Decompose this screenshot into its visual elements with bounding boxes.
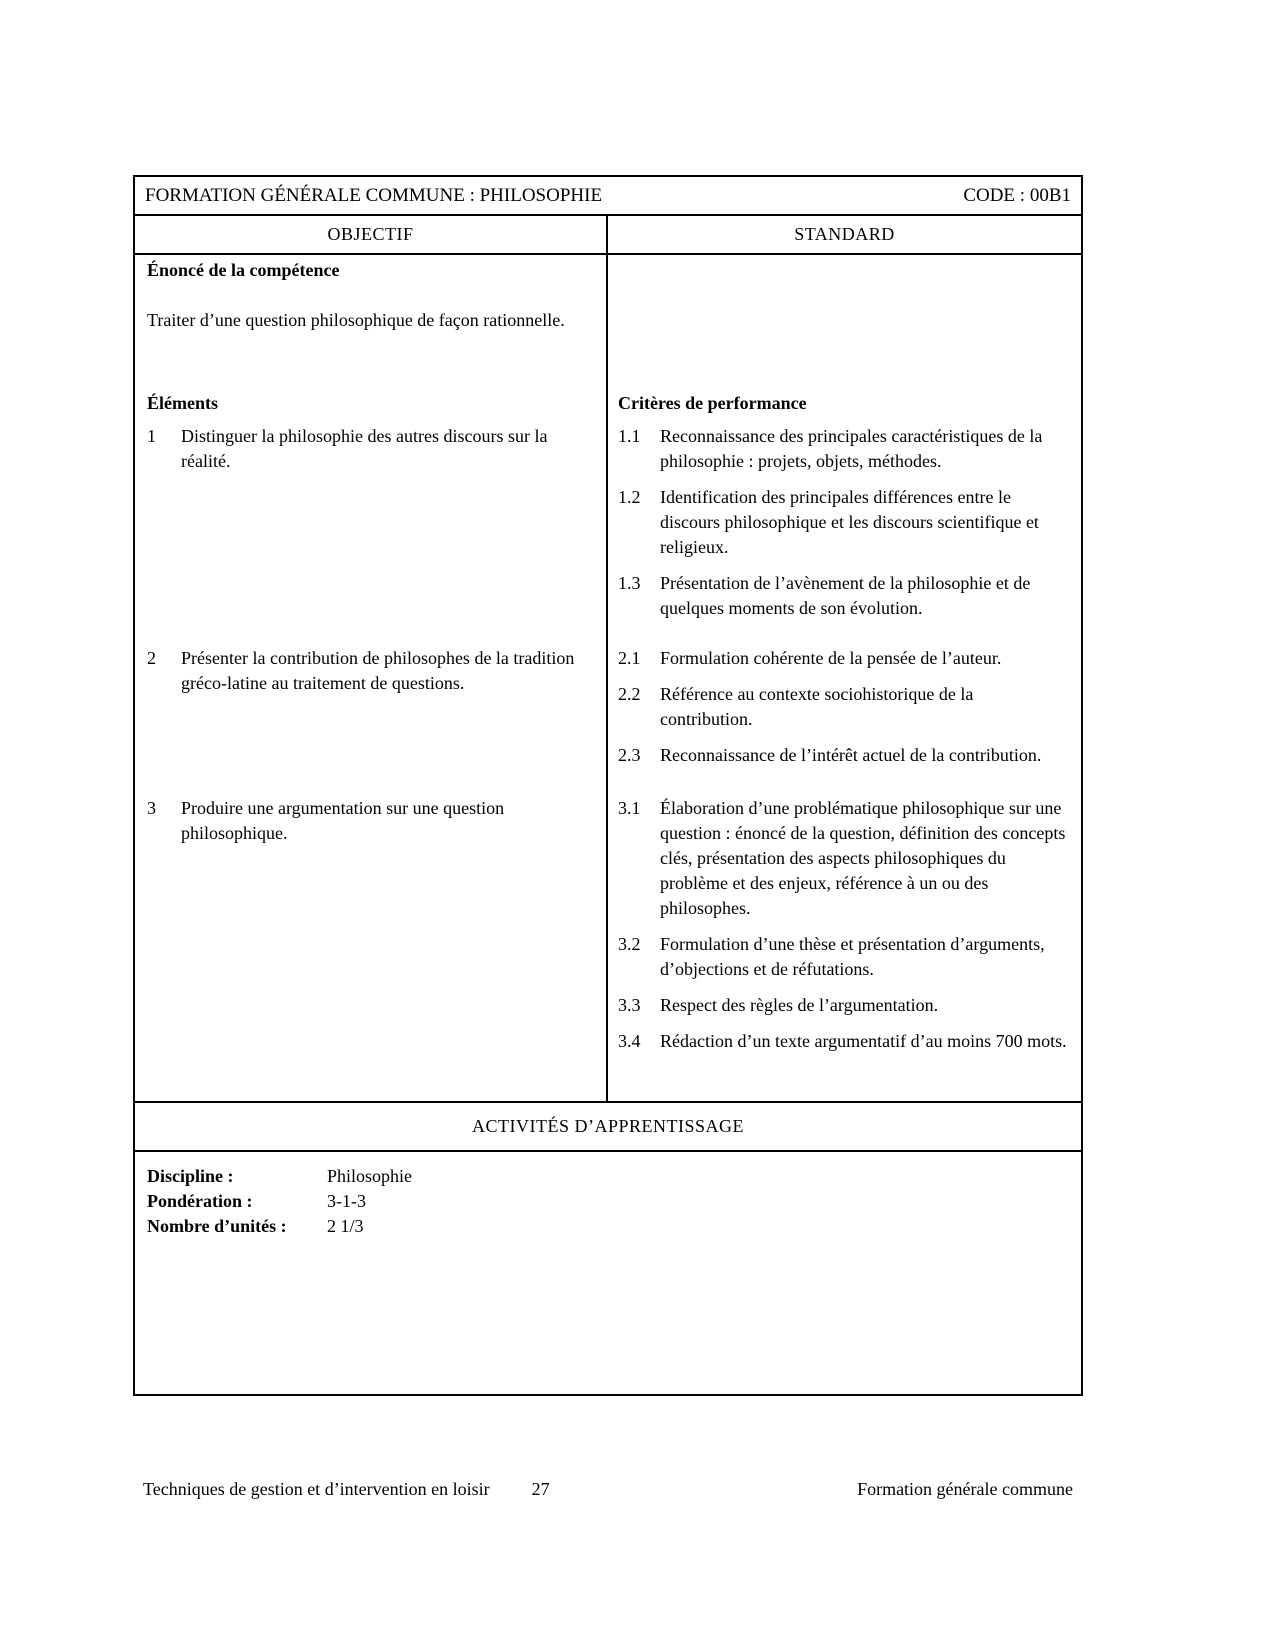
criteria-group-1-cell [608,421,1081,643]
elements-heading: Éléments [147,393,218,413]
criteria-group-2-cell [608,643,1081,793]
detail-unites [147,1214,1069,1239]
criterion-text: Référence au contexte sociohistorique de la contribution. [660,684,974,729]
page-footer [133,1477,1083,1502]
element-number: 3 [147,798,156,818]
criterion-text: Reconnaissance de l’intérêt actuel de la contribution. [660,745,1042,765]
element-text: Présenter la contribution de philosophes de la tradition gréco-latine au traitement de questions. [181,648,575,693]
criterion-item [618,424,1069,474]
competency-table [133,175,1083,1396]
element-2-cell [135,643,608,793]
criterion-item [618,932,1069,982]
element-row-2 [135,643,1081,793]
activities-details [135,1152,1081,1394]
detail-label: Pondération : [147,1191,253,1211]
criterion-text: Rédaction d’un texte argumentatif d’au moins 700 mots. [660,1031,1067,1051]
element-row-1 [135,421,1081,643]
document-code: CODE : 00B1 [963,185,1071,206]
section-headings-row [135,388,1081,421]
column-header-objectif: OBJECTIF [135,216,608,253]
footer-right-text: Formation générale commune [857,1479,1073,1499]
criterion-number: 3.3 [618,995,641,1015]
criterion-number: 2.1 [618,648,641,668]
criteres-heading-cell [608,388,1081,421]
criterion-item [618,646,1069,671]
column-header-standard: STANDARD [794,224,895,244]
page-number: 27 [531,1479,550,1499]
criterion-text: Formulation cohérente de la pensée de l’auteur. [660,648,1002,668]
criterion-item [618,743,1069,768]
criterion-text: Élaboration d’une problématique philosophique sur une question : énoncé de la question, définition des concepts clés, présentation des aspects philosophiques du problème et des enjeux, référence à un ou des philosophes. [660,798,1066,918]
detail-discipline [147,1164,1069,1189]
column-headers-row [135,216,1081,255]
enonce-row [135,255,1081,388]
criterion-item [618,993,1069,1018]
criterion-text: Reconnaissance des principales caractéristiques de la philosophie : projets, objets, méthodes. [660,426,1043,471]
detail-value: Philosophie [327,1166,413,1186]
element-text: Produire une argumentation sur une question philosophique. [181,798,505,843]
criterion-number: 1.1 [618,426,641,446]
element-row-3 [135,793,1081,1101]
criterion-number: 1.2 [618,487,641,507]
criterion-number: 3.1 [618,798,641,818]
element-1-cell [135,421,608,643]
enonce-text: Traiter d’une question philosophique de façon rationnelle. [147,310,565,330]
criterion-item [618,682,1069,732]
element-number: 2 [147,648,156,668]
criterion-text: Identification des principales différences entre le discours philosophique et les discours scientifique et religieux. [660,487,1039,557]
criteria-group-3-cell [608,793,1081,1101]
criterion-number: 3.2 [618,934,641,954]
criterion-number: 3.4 [618,1031,641,1051]
criterion-text: Formulation d’une thèse et présentation d’arguments, d’objections et de réfutations. [660,934,1045,979]
criterion-number: 2.3 [618,745,641,765]
table-title-row [135,177,1081,216]
element-number: 1 [147,426,156,446]
criterion-number: 1.3 [618,573,641,593]
elements-heading-cell [135,388,608,421]
criterion-item [618,485,1069,560]
detail-value: 3-1-3 [327,1191,366,1211]
element-text: Distinguer la philosophie des autres discours sur la réalité. [181,426,548,471]
detail-label: Discipline : [147,1166,234,1186]
criterion-item [618,1029,1069,1054]
footer-left-text: Techniques de gestion et d’intervention en loisir [143,1479,490,1499]
criteres-heading: Critères de performance [618,393,807,413]
enonce-row-empty-cell [608,255,1081,388]
criterion-number: 2.2 [618,684,641,704]
document-title: FORMATION GÉNÉRALE COMMUNE : PHILOSOPHIE [145,185,603,206]
enonce-cell [135,255,608,388]
activities-heading: ACTIVITÉS D’APPRENTISSAGE [135,1101,1081,1152]
element-item [147,424,586,474]
criterion-text: Respect des règles de l’argumentation. [660,995,939,1015]
criterion-text: Présentation de l’avènement de la philosophie et de quelques moments de son évolution. [660,573,1031,618]
criterion-item [618,571,1069,621]
detail-ponderation [147,1189,1069,1214]
detail-label: Nombre d’unités : [147,1216,287,1236]
criterion-item [618,796,1069,921]
element-3-cell [135,793,608,1101]
enonce-heading: Énoncé de la compétence [147,260,340,280]
detail-value: 2 1/3 [327,1216,364,1236]
element-item [147,796,586,846]
element-item [147,646,586,696]
